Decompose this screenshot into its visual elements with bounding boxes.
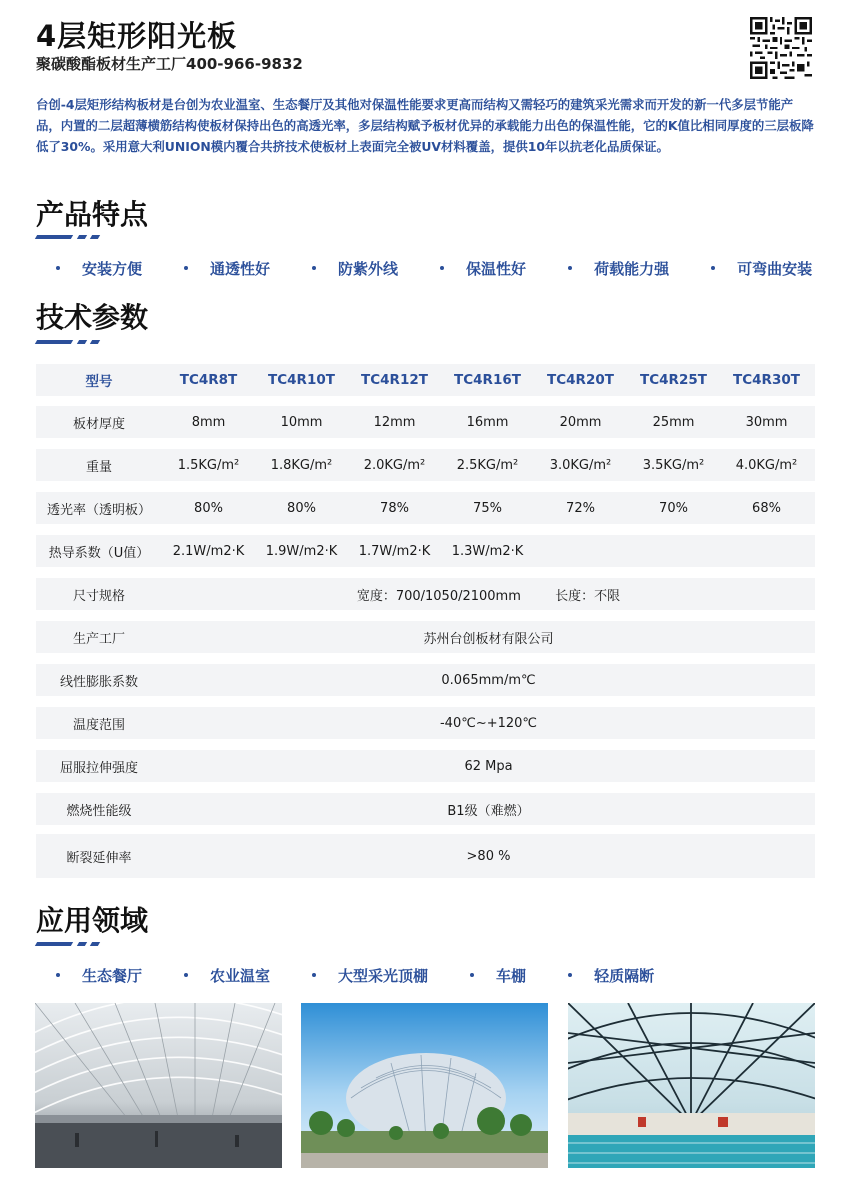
table-row: [36, 664, 815, 696]
table-row: [36, 793, 815, 825]
feature-item: 荷载能力强: [548, 258, 669, 279]
table-cell: 2.5KG/m²: [456, 457, 519, 473]
table-cell: 8mm: [191, 414, 226, 430]
table-cell: TC4R25T: [640, 372, 707, 388]
application-item: 生态餐厅: [36, 965, 142, 986]
table-row: [36, 621, 815, 653]
table-cell: 2.1W/m2·K: [172, 543, 245, 559]
table-cell: 1.9W/m2·K: [265, 543, 338, 559]
table-cell: 3.5KG/m²: [642, 457, 705, 473]
table-cell: 重量: [85, 459, 112, 475]
table-cell: [162, 585, 815, 604]
feature-item: 保温性好: [420, 258, 526, 279]
bullet-icon: [440, 266, 444, 270]
table-cell: TC4R16T: [454, 372, 521, 388]
table-cell: 温度范围: [72, 717, 125, 733]
table-row: [36, 406, 815, 438]
table-cell: 68%: [752, 500, 781, 516]
applications-heading: 应用领域: [36, 904, 149, 937]
table-row: [36, 449, 815, 481]
bullet-icon: [312, 973, 316, 977]
table-row: [36, 707, 815, 739]
bullet-icon: [184, 973, 188, 977]
table-cell: -40℃~+120℃: [439, 715, 538, 731]
heading-underline: [36, 235, 100, 239]
bullet-icon: [56, 266, 60, 270]
feature-item: 安装方便: [36, 258, 142, 279]
specs-heading: 技术参数: [36, 301, 149, 334]
table-row: [36, 535, 815, 567]
features-heading: 产品特点: [36, 198, 149, 231]
table-cell: 2.0KG/m²: [363, 457, 426, 473]
size-length: 长度：不限: [555, 588, 621, 604]
table-cell: TC4R20T: [547, 372, 614, 388]
application-item: 车棚: [450, 965, 526, 986]
table-cell: 62 Mpa: [464, 758, 513, 774]
table-cell: TC4R30T: [733, 372, 800, 388]
size-width: 宽度：700/1050/2100mm: [356, 588, 521, 604]
page-subtitle: 聚碳酸酯板材生产工厂400-966-9832: [36, 55, 303, 73]
table-cell: 70%: [659, 500, 688, 516]
table-row: [36, 578, 815, 610]
table-cell: 72%: [566, 500, 595, 516]
features-list: [36, 257, 834, 279]
table-cell: 板材厚度: [72, 416, 125, 432]
table-cell: 1.3W/m2·K: [451, 543, 524, 559]
table-cell: 1.8KG/m²: [270, 457, 333, 473]
table-row: [36, 492, 815, 524]
heading-underline: [36, 942, 100, 946]
bullet-icon: [56, 973, 60, 977]
table-cell: 1.7W/m2·K: [358, 543, 431, 559]
table-cell: 4.0KG/m²: [735, 457, 798, 473]
photo-swimming-pool: [568, 1003, 815, 1168]
bullet-icon: [184, 266, 188, 270]
applications-list: [36, 964, 676, 986]
table-cell: 12mm: [373, 414, 416, 430]
product-intro: 台创-4层矩形结构板材是台创为农业温室、生态餐厅及其他对保温性能要求更高而结构又需轻巧的建筑采光需求而开发的新一代多层节能产品，内置的二层超薄横筋结构使板材保持出色的高透光率，多层结构赋予板材优异的承载能力出色的保温性能，它的K值比相同厚度的三层板降低了30%。采用意大利UNION模内覆合共挤技术使板材上表面完全被UV材料覆盖，提供10年以抗老化品质保证。: [36, 97, 814, 154]
table-cell: TC4R10T: [268, 372, 335, 388]
bullet-icon: [568, 266, 572, 270]
table-cell: 燃烧性能级: [66, 803, 132, 819]
table-cell: 3.0KG/m²: [549, 457, 612, 473]
table-cell: TC4R12T: [361, 372, 428, 388]
bullet-icon: [470, 973, 474, 977]
application-item: 农业温室: [164, 965, 270, 986]
page-title: 4层矩形阳光板: [36, 19, 238, 53]
table-cell: 20mm: [559, 414, 602, 430]
table-cell: 尺寸规格: [72, 588, 125, 604]
qr-code: [750, 17, 812, 79]
table-cell: 0.065mm/m℃: [441, 672, 536, 688]
table-cell: 断裂延伸率: [66, 850, 132, 866]
feature-item: 通透性好: [164, 258, 270, 279]
table-cell: 80%: [287, 500, 316, 516]
table-cell: 热导系数（U值）: [48, 545, 150, 561]
table-cell: 10mm: [280, 414, 323, 430]
photo-station-roof: [35, 1003, 282, 1168]
table-cell: >80 %: [466, 848, 511, 864]
table-row: [36, 834, 815, 878]
table-cell: B1级（难燃）: [447, 803, 530, 819]
table-cell: 线性膨胀系数: [59, 674, 138, 690]
application-item: 轻质隔断: [548, 965, 654, 986]
table-header-row: [36, 364, 815, 396]
table-cell: 苏州台创板材有限公司: [423, 631, 554, 647]
table-cell: 屈服拉伸强度: [59, 760, 138, 776]
table-row: [36, 750, 815, 782]
table-cell: 型号: [85, 374, 113, 390]
table-cell: 16mm: [466, 414, 509, 430]
table-cell: 透光率（透明板）: [46, 502, 151, 518]
table-cell: 75%: [473, 500, 502, 516]
table-cell: 30mm: [745, 414, 788, 430]
feature-item: 防紫外线: [292, 258, 398, 279]
table-cell: 78%: [380, 500, 409, 516]
bullet-icon: [312, 266, 316, 270]
bullet-icon: [568, 973, 572, 977]
table-cell: 生产工厂: [72, 631, 125, 647]
table-cell: TC4R8T: [179, 372, 238, 388]
photo-stadium: [301, 1003, 548, 1168]
application-item: 大型采光顶棚: [292, 965, 428, 986]
heading-underline: [36, 340, 100, 344]
feature-item: 可弯曲安装: [691, 258, 812, 279]
bullet-icon: [711, 266, 715, 270]
table-cell: 25mm: [652, 414, 695, 430]
table-cell: 80%: [194, 500, 223, 516]
table-cell: 1.5KG/m²: [177, 457, 240, 473]
